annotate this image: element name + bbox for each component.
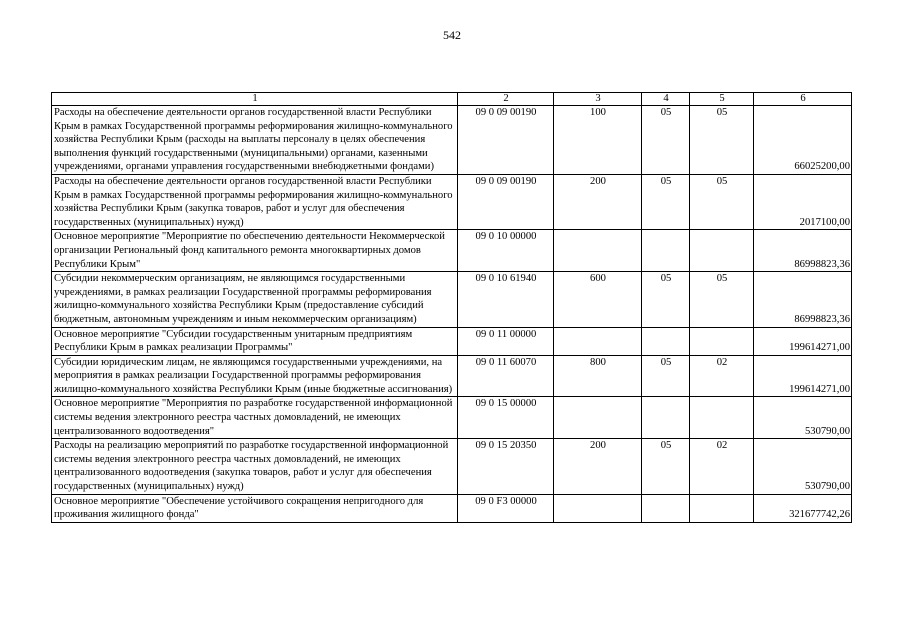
row-section: 05 (642, 355, 690, 397)
row-code: 09 0 F3 00000 (458, 494, 554, 522)
column-header: 1 (52, 93, 458, 106)
row-description: Расходы на обеспечение деятельности органов государственной власти Республики Крым в рамках Государственной программы реформирования жилищно-коммунального хозяйства Республики Крым (расходы на выплаты персоналу в целях обеспечения выполнения функций государственными (муниципальными) органами, казенными учреждениями, органами управления государственными внебюджетными фондами) (52, 106, 458, 175)
column-header: 4 (642, 93, 690, 106)
row-amount: 199614271,00 (754, 355, 852, 397)
row-code: 09 0 10 61940 (458, 272, 554, 327)
row-amount: 86998823,36 (754, 230, 852, 272)
row-expense-type (554, 230, 642, 272)
row-expense-type (554, 494, 642, 522)
row-description: Основное мероприятие "Мероприятия по разработке государственной информационной системы ведения электронного реестра частных домовладений, не имеющих централизованного водоотведения" (52, 397, 458, 439)
row-subsection (690, 494, 754, 522)
row-code: 09 0 11 60070 (458, 355, 554, 397)
row-amount: 2017100,00 (754, 174, 852, 229)
row-amount: 86998823,36 (754, 272, 852, 327)
row-description: Расходы на реализацию мероприятий по разработке государственной информационной системы ведения электронного реестра частных домовладений, не имеющих централизованного водоотведения (закупка товаров, работ и услуг для обеспечения государственных (муниципальных) нужд) (52, 439, 458, 494)
row-subsection (690, 327, 754, 355)
row-subsection: 05 (690, 174, 754, 229)
page-number: 542 (443, 28, 461, 42)
header-row (52, 93, 852, 106)
table-row (52, 439, 852, 494)
column-header: 2 (458, 93, 554, 106)
table-row (52, 272, 852, 327)
row-code: 09 0 09 00190 (458, 106, 554, 175)
row-expense-type: 200 (554, 174, 642, 229)
column-header: 5 (690, 93, 754, 106)
row-subsection: 02 (690, 355, 754, 397)
row-section: 05 (642, 439, 690, 494)
row-section (642, 397, 690, 439)
row-amount: 66025200,00 (754, 106, 852, 175)
row-section: 05 (642, 272, 690, 327)
row-subsection: 05 (690, 272, 754, 327)
table-row (52, 355, 852, 397)
row-section (642, 327, 690, 355)
row-expense-type: 600 (554, 272, 642, 327)
row-amount: 199614271,00 (754, 327, 852, 355)
row-description: Субсидии юридическим лицам, не являющимся государственными учреждениями, на мероприятия в рамках реализации Государственной программы реформирования жилищно-коммунального хозяйства Республики Крым (иные бюджетные ассигнования) (52, 355, 458, 397)
row-expense-type (554, 327, 642, 355)
row-code: 09 0 15 20350 (458, 439, 554, 494)
table-row (52, 327, 852, 355)
row-subsection (690, 230, 754, 272)
row-description: Расходы на обеспечение деятельности органов государственной власти Республики Крым в рамках Государственной программы реформирования жилищно-коммунального хозяйства Республики Крым (закупка товаров, работ и услуг для обеспечения государственных (муниципальных) нужд) (52, 174, 458, 229)
row-amount: 530790,00 (754, 439, 852, 494)
row-code: 09 0 10 00000 (458, 230, 554, 272)
row-section: 05 (642, 174, 690, 229)
row-description: Субсидии некоммерческим организациям, не являющимся государственными учреждениями, в рамках реализации Государственной программы реформирования жилищно-коммунального хозяйства Республики Крым (предоставление субсидий бюджетным, автономным учреждениям и иным некоммерческим организациям) (52, 272, 458, 327)
table-row (52, 494, 852, 522)
row-section: 05 (642, 106, 690, 175)
table-row (52, 397, 852, 439)
row-code: 09 0 11 00000 (458, 327, 554, 355)
column-header: 6 (754, 93, 852, 106)
row-subsection: 02 (690, 439, 754, 494)
row-code: 09 0 15 00000 (458, 397, 554, 439)
row-description: Основное мероприятие "Мероприятие по обеспечению деятельности Некоммерческой организации Региональный фонд капитального ремонта многоквартирных домов Республики Крым" (52, 230, 458, 272)
row-amount: 321677742,26 (754, 494, 852, 522)
row-code: 09 0 09 00190 (458, 174, 554, 229)
table-row (52, 106, 852, 175)
table-row (52, 174, 852, 229)
row-expense-type: 200 (554, 439, 642, 494)
row-expense-type: 800 (554, 355, 642, 397)
row-expense-type: 100 (554, 106, 642, 175)
table-row (52, 230, 852, 272)
budget-table (51, 92, 852, 523)
row-expense-type (554, 397, 642, 439)
row-section (642, 494, 690, 522)
row-description: Основное мероприятие "Обеспечение устойчивого сокращения непригодного для проживания жилищного фонда" (52, 494, 458, 522)
column-header: 3 (554, 93, 642, 106)
row-subsection: 05 (690, 106, 754, 175)
row-subsection (690, 397, 754, 439)
row-amount: 530790,00 (754, 397, 852, 439)
row-section (642, 230, 690, 272)
row-description: Основное мероприятие "Субсидии государственным унитарным предприятиям Республики Крым в рамках реализации Программы" (52, 327, 458, 355)
